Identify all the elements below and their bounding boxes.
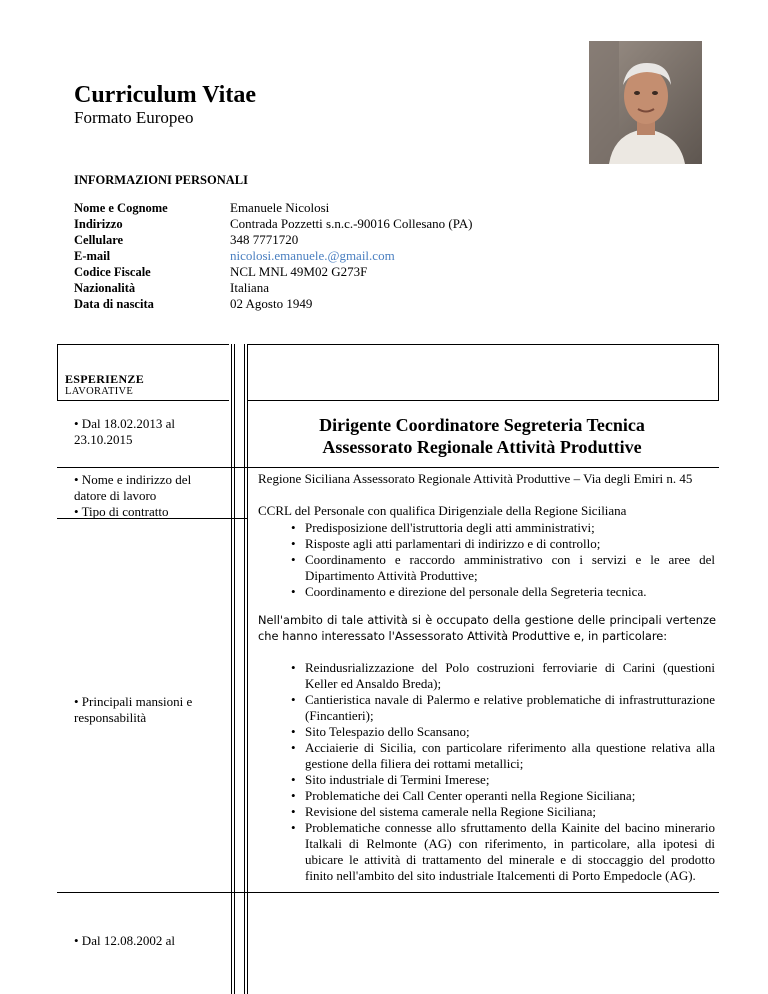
label-name: Nome e Cognome	[74, 201, 168, 215]
duties-list	[305, 520, 715, 600]
employer-label: • Nome e indirizzo del datore di lavoro	[74, 472, 192, 503]
label-tax-code: Codice Fiscale	[74, 265, 151, 279]
table-border	[247, 344, 719, 345]
dispute-item: • Cantieristica navale di Palermo e relative problematiche di infrastrutturazione (Fincantieri);	[305, 692, 715, 724]
value-phone: 348 7771720	[230, 232, 299, 247]
dispute-item: • Revisione del sistema camerale nella Regione Siciliana;	[305, 804, 715, 820]
table-border	[234, 344, 235, 994]
dispute-item: • Acciaierie di Sicilia, con particolare riferimento alla questione relativa alla gestione della filiera dei rottami metallici;	[305, 740, 715, 772]
employer-value: Regione Siciliana Assessorato Regionale Attività Produttive – Via degli Emiri n. 45	[258, 471, 693, 486]
value-birth-date: 02 Agosto 1949	[230, 296, 313, 311]
table-border	[244, 344, 245, 994]
label-nationality: Nazionalità	[74, 281, 136, 295]
value-nationality: Italiana	[230, 280, 269, 295]
dispute-item: • Sito Telespazio dello Scansano;	[305, 724, 715, 740]
duties-label: • Principali mansioni e responsabilità	[74, 694, 193, 725]
label-email: E-mail	[74, 249, 111, 263]
table-border	[231, 344, 232, 994]
dispute-item: • Sito industriale di Termini Imerese;	[305, 772, 715, 788]
table-border	[718, 344, 719, 400]
value-name: Emanuele Nicolosi	[230, 200, 330, 215]
duty-item: • Risposte agli atti parlamentari di indirizzo e di controllo;	[305, 536, 715, 552]
table-border	[57, 344, 58, 400]
section-title-personal: INFORMAZIONI PERSONALI	[74, 173, 248, 187]
value-email-link[interactable]: nicolosi.emanuele.@gmail.com	[230, 248, 395, 263]
table-border	[247, 400, 719, 401]
table-border	[57, 344, 229, 345]
duty-item: • Coordinamento e raccordo amministrativo con i servizi e le aree del Dipartimento Attività Produttive;	[305, 552, 715, 584]
value-address: Contrada Pozzetti s.n.c.-90016 Collesano (PA)	[230, 216, 473, 231]
role-title-line1: Dirigente Coordinatore Segreteria Tecnica	[319, 415, 645, 435]
value-tax-code: NCL MNL 49M02 G273F	[230, 264, 368, 279]
next-period-label: • Dal 12.08.2002 al	[74, 933, 175, 948]
table-border	[57, 892, 719, 893]
contract-label: • Tipo di contratto	[74, 504, 169, 519]
profile-photo	[589, 41, 702, 164]
dispute-item: • Reindusrializzazione del Polo costruzioni ferroviarie di Carini (questioni Keller ed Ansaldo Breda);	[305, 660, 715, 692]
label-address: Indirizzo	[74, 217, 123, 231]
disputes-list	[305, 660, 715, 884]
label-birth-date: Data di nascita	[74, 297, 154, 311]
cv-subtitle: Formato Europeo	[74, 108, 194, 127]
dispute-item: • Problematiche dei Call Center operanti nella Regione Siciliana;	[305, 788, 715, 804]
table-border	[57, 467, 719, 468]
label-phone: Cellulare	[74, 233, 124, 247]
section-title-experience-2: LAVORATIVE	[65, 386, 134, 397]
duty-item: • Predisposizione dell'istruttoria degli atti amministrativi;	[305, 520, 715, 536]
disputes-intro: Nell'ambito di tale attività si è occupato della gestione delle principali vertenze che hanno interessato l'Assessorato Attività Produttive e, in particolare:	[258, 613, 716, 644]
dispute-item: • Problematiche connesse allo sfruttamento della Kainite del bacino minerario Italkali di Relmonte (AG) con riferimento, in particolare, alla ipotesi di ubicare le attività di trattamento del minerale e di stoccaggio del prodotto finito nell'ambito del sito industriale Italcementi di Porto Empedocle (AG).	[305, 820, 715, 884]
role-title-line2: Assessorato Regionale Attività Produttive	[322, 437, 642, 457]
section-title-experience: ESPERIENZE	[65, 372, 145, 386]
period-label: • Dal 18.02.2013 al 23.10.2015	[74, 416, 175, 447]
duty-item: • Coordinamento e direzione del personale della Segreteria tecnica.	[305, 584, 715, 600]
contract-value: CCRL del Personale con qualifica Dirigenziale della Regione Siciliana	[258, 503, 627, 518]
cv-title: Curriculum Vitae	[74, 82, 256, 108]
table-border	[57, 400, 229, 401]
